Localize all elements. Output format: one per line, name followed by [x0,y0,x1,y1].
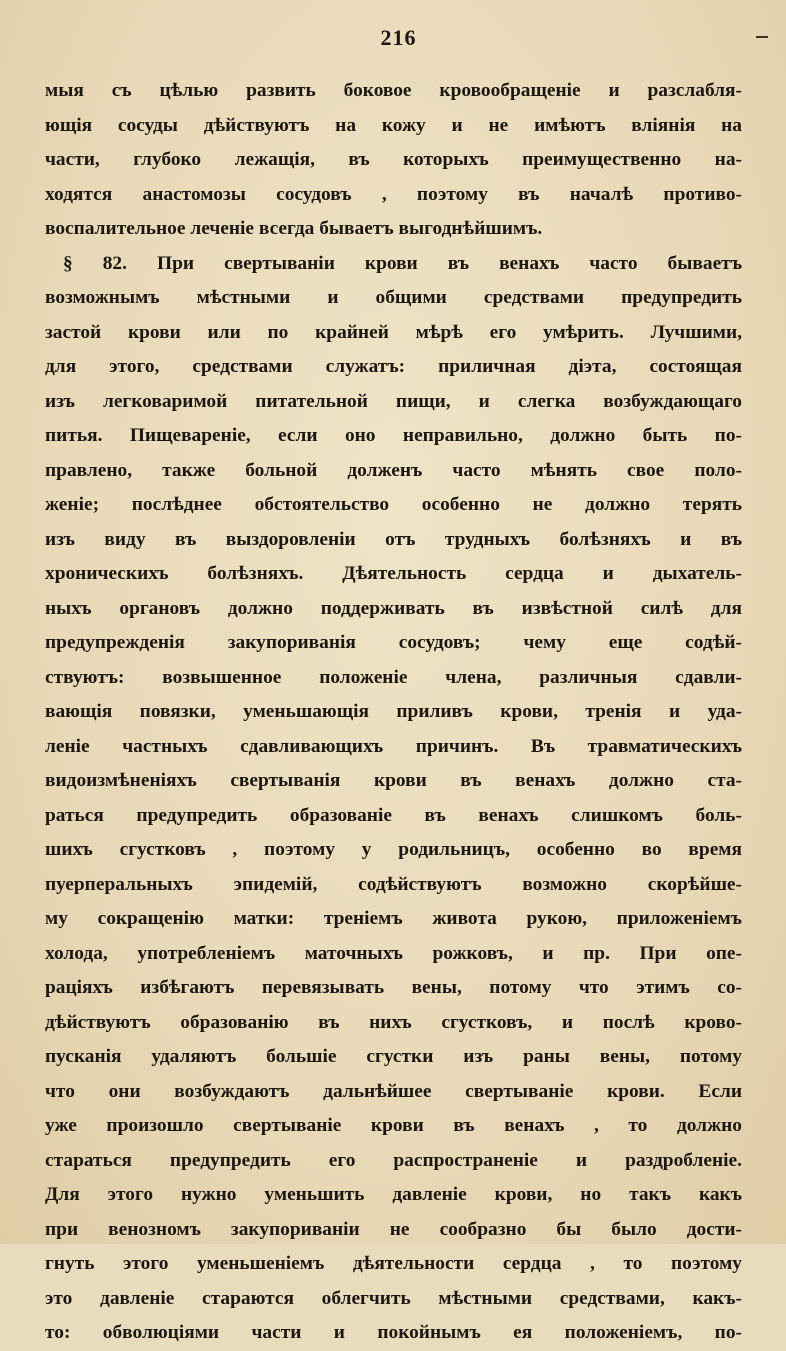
text-line: это давленіе стараются облегчить мѣстными средствами, какъ- [45,1287,742,1309]
text-line: уже произошло свертываніе крови въ венахъ , то должно [45,1115,742,1136]
text-line: что они возбуждаютъ дальнѣйшее свертываніе крови. Если [45,1080,742,1102]
text-line: хроническихъ болѣзняхъ. Дѣятельность сердца и дыхатель- [45,563,742,584]
text-line: раціяхъ избѣгаютъ перевязывать вены, потому что этимъ со- [45,977,742,998]
text-line: правлено, также больной долженъ часто мѣнять свое поло- [45,459,742,481]
text-line: застой крови или по крайней мѣрѣ его умѣрить. Лучшими, [45,321,742,343]
page-number: 216 [380,25,417,50]
text-line: пусканія удаляютъ большіе сгустки изъ раны вены, потому [45,1046,742,1067]
text-line: изъ виду въ выздоровленіи отъ трудныхъ болѣзняхъ и въ [45,528,742,550]
text-line: гнуть этого уменьшеніемъ дѣятельности сердца , то поэтому [45,1253,742,1274]
text-line: пуерперальныхъ эпидемій, содѣйствуютъ возможно скорѣйше- [45,873,742,895]
text-line: питья. Пищевареніе, если оно неправильно, должно быть по- [45,425,742,446]
text-line: возможнымъ мѣстными и общими средствами предупредить [45,287,742,308]
text-line: раться предупредить образованіе въ венахъ слишкомъ боль- [45,804,742,826]
text-line: холода, употребленіемъ маточныхъ рожковъ, и пр. При опе- [45,942,742,964]
text-line: му сокращенію матки: треніемъ живота рукою, приложеніемъ [45,908,742,929]
text-line: видоизмѣненіяхъ свертыванія крови въ венахъ должно ста- [45,770,742,791]
text-line: ющія сосуды дѣйствуютъ на кожу и не имѣютъ вліянія на [45,114,742,136]
text-line: мыя съ цѣлью развить боковое кровообращеніе и разслабля- [45,80,742,101]
text-line: части, глубоко лежащія, въ которыхъ преимущественно на- [45,149,742,170]
text-line: предупрежденія закупориванія сосудовъ; чему еще содѣй- [45,632,742,653]
text-line: при венозномъ закупориваніи не сообразно бы было дости- [45,1218,742,1240]
text-line: ныхъ органовъ должно поддерживать въ извѣстной силѣ для [45,597,742,619]
text-line: воспалительное леченіе всегда бываетъ выгоднѣйшимъ. [45,218,543,239]
corner-mark [756,36,768,38]
text-line: для этого, средствами служатъ: приличная діэта, состоящая [45,356,742,377]
text-line: вающія повязки, уменьшающія приливъ крови, тренія и уда- [45,701,742,722]
text-line: женіе; послѣднее обстоятельство особенно не должно терять [45,494,742,515]
text-line: леніе частныхъ сдавливающихъ причинъ. Въ травматическихъ [45,735,742,757]
body-text [45,74,742,1351]
text-line: Для этого нужно уменьшить давленіе крови, но такъ какъ [45,1184,742,1205]
section-82-first-line: § 82. При свертываніи крови въ венахъ часто бываетъ [63,252,742,274]
text-line: шихъ сгустковъ , поэтому у родильницъ, особенно во время [45,839,742,860]
text-line: дѣйствуютъ образованію въ нихъ сгустковъ, и послѣ крово- [45,1011,742,1033]
text-line: стараться предупредить его распространеніе и раздробленіе. [45,1149,742,1171]
text-line: то: обволюціями части и покойнымъ ея положеніемъ, по- [45,1322,742,1343]
text-line: ствуютъ: возвышенное положеніе члена, различныя сдавли- [45,666,742,688]
text-line: ходятся анастомозы сосудовъ , поэтому въ началѣ противо- [45,183,742,205]
text-line: изъ легковаримой питательной пищи, и слегка возбуждающаго [45,390,742,412]
